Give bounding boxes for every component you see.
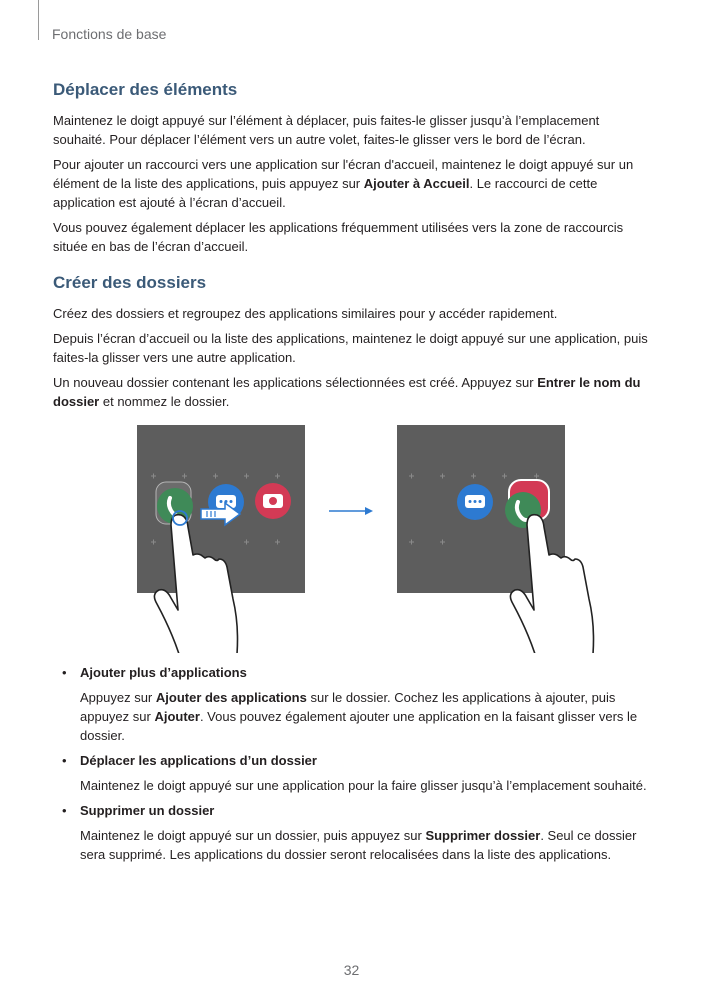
bullet-text: Appuyez sur Ajouter des applications sur le dossier. Cochez les applications à ajouter, puis appuyez sur Ajouter. Vous pouvez également ajouter une application en la faisant glisser vers le dossier. [80, 690, 638, 743]
bullet-marker: • [62, 665, 67, 680]
section-header: Fonctions de base [52, 26, 167, 42]
arrow-right-icon [329, 507, 373, 515]
ui-term: Ajouter des applications [155, 690, 307, 705]
list-item [53, 751, 653, 795]
folder-illustration-svg [53, 425, 653, 653]
page-number: 32 [343, 962, 360, 978]
paragraph: Pour ajouter un raccourci vers une application sur l'écran d'accueil, maintenez le doigt appuyé sur un élément de la liste des applications, puis appuyez sur Ajouter à Accueil. Le raccourci de cette application est ajouté à l’écran d’accueil. [53, 157, 634, 210]
paragraph: Maintenez le doigt appuyé sur l’élément à déplacer, puis faites-le glisser jusqu’à l’emplacement souhaité. Pour déplacer l’élément vers un autre volet, faites-le glisser vers le bord de l’écran. [53, 113, 600, 147]
bullet-title: Ajouter plus d’applications [80, 665, 247, 680]
ui-term: Entrer le nom du dossier [53, 375, 641, 409]
bullet-text: Maintenez le doigt appuyé sur une application pour la faire glisser jusqu’à l’emplacement souhaité. [80, 778, 647, 793]
ui-term: Ajouter [154, 709, 200, 724]
paragraph: Depuis l’écran d’accueil ou la liste des applications, maintenez le doigt appuyé sur une application, puis faites-la glisser vers une autre application. [53, 331, 648, 365]
screen-before [137, 425, 305, 653]
camera-icon [255, 483, 291, 519]
bullet-text: Maintenez le doigt appuyé sur un dossier, puis appuyez sur Supprimer dossier. Seul ce dossier sera supprimé. Les applications du dossier seront relocalisées dans la liste des applications. [80, 828, 637, 862]
page-content [53, 80, 653, 870]
list-item [53, 801, 653, 864]
bullet-marker: • [62, 753, 67, 768]
ui-term: Supprimer dossier [425, 828, 541, 843]
list-item [53, 663, 653, 745]
section-title-move: Déplacer des éléments [53, 80, 238, 99]
section-title-folders: Créer des dossiers [53, 273, 207, 292]
bullet-marker: • [62, 803, 67, 818]
paragraph: Vous pouvez également déplacer les applications fréquemment utilisées vers la zone de raccourcis située en bas de l’écran d’accueil. [53, 220, 624, 254]
bullet-title: Déplacer les applications d’un dossier [80, 753, 317, 768]
message-icon [457, 484, 493, 520]
options-list [53, 663, 653, 864]
ui-term: Ajouter à Accueil [363, 176, 470, 191]
bullet-title: Supprimer un dossier [80, 803, 215, 818]
header-rule [38, 0, 39, 40]
folder-illustration [53, 425, 653, 653]
paragraph: Créez des dossiers et regroupez des applications similaires pour y accéder rapidement. [53, 306, 558, 321]
screen-after [397, 425, 594, 653]
paragraph: Un nouveau dossier contenant les applications sélectionnées est créé. Appuyez sur Entrer le nom du dossier et nommez le dossier. [53, 375, 641, 409]
